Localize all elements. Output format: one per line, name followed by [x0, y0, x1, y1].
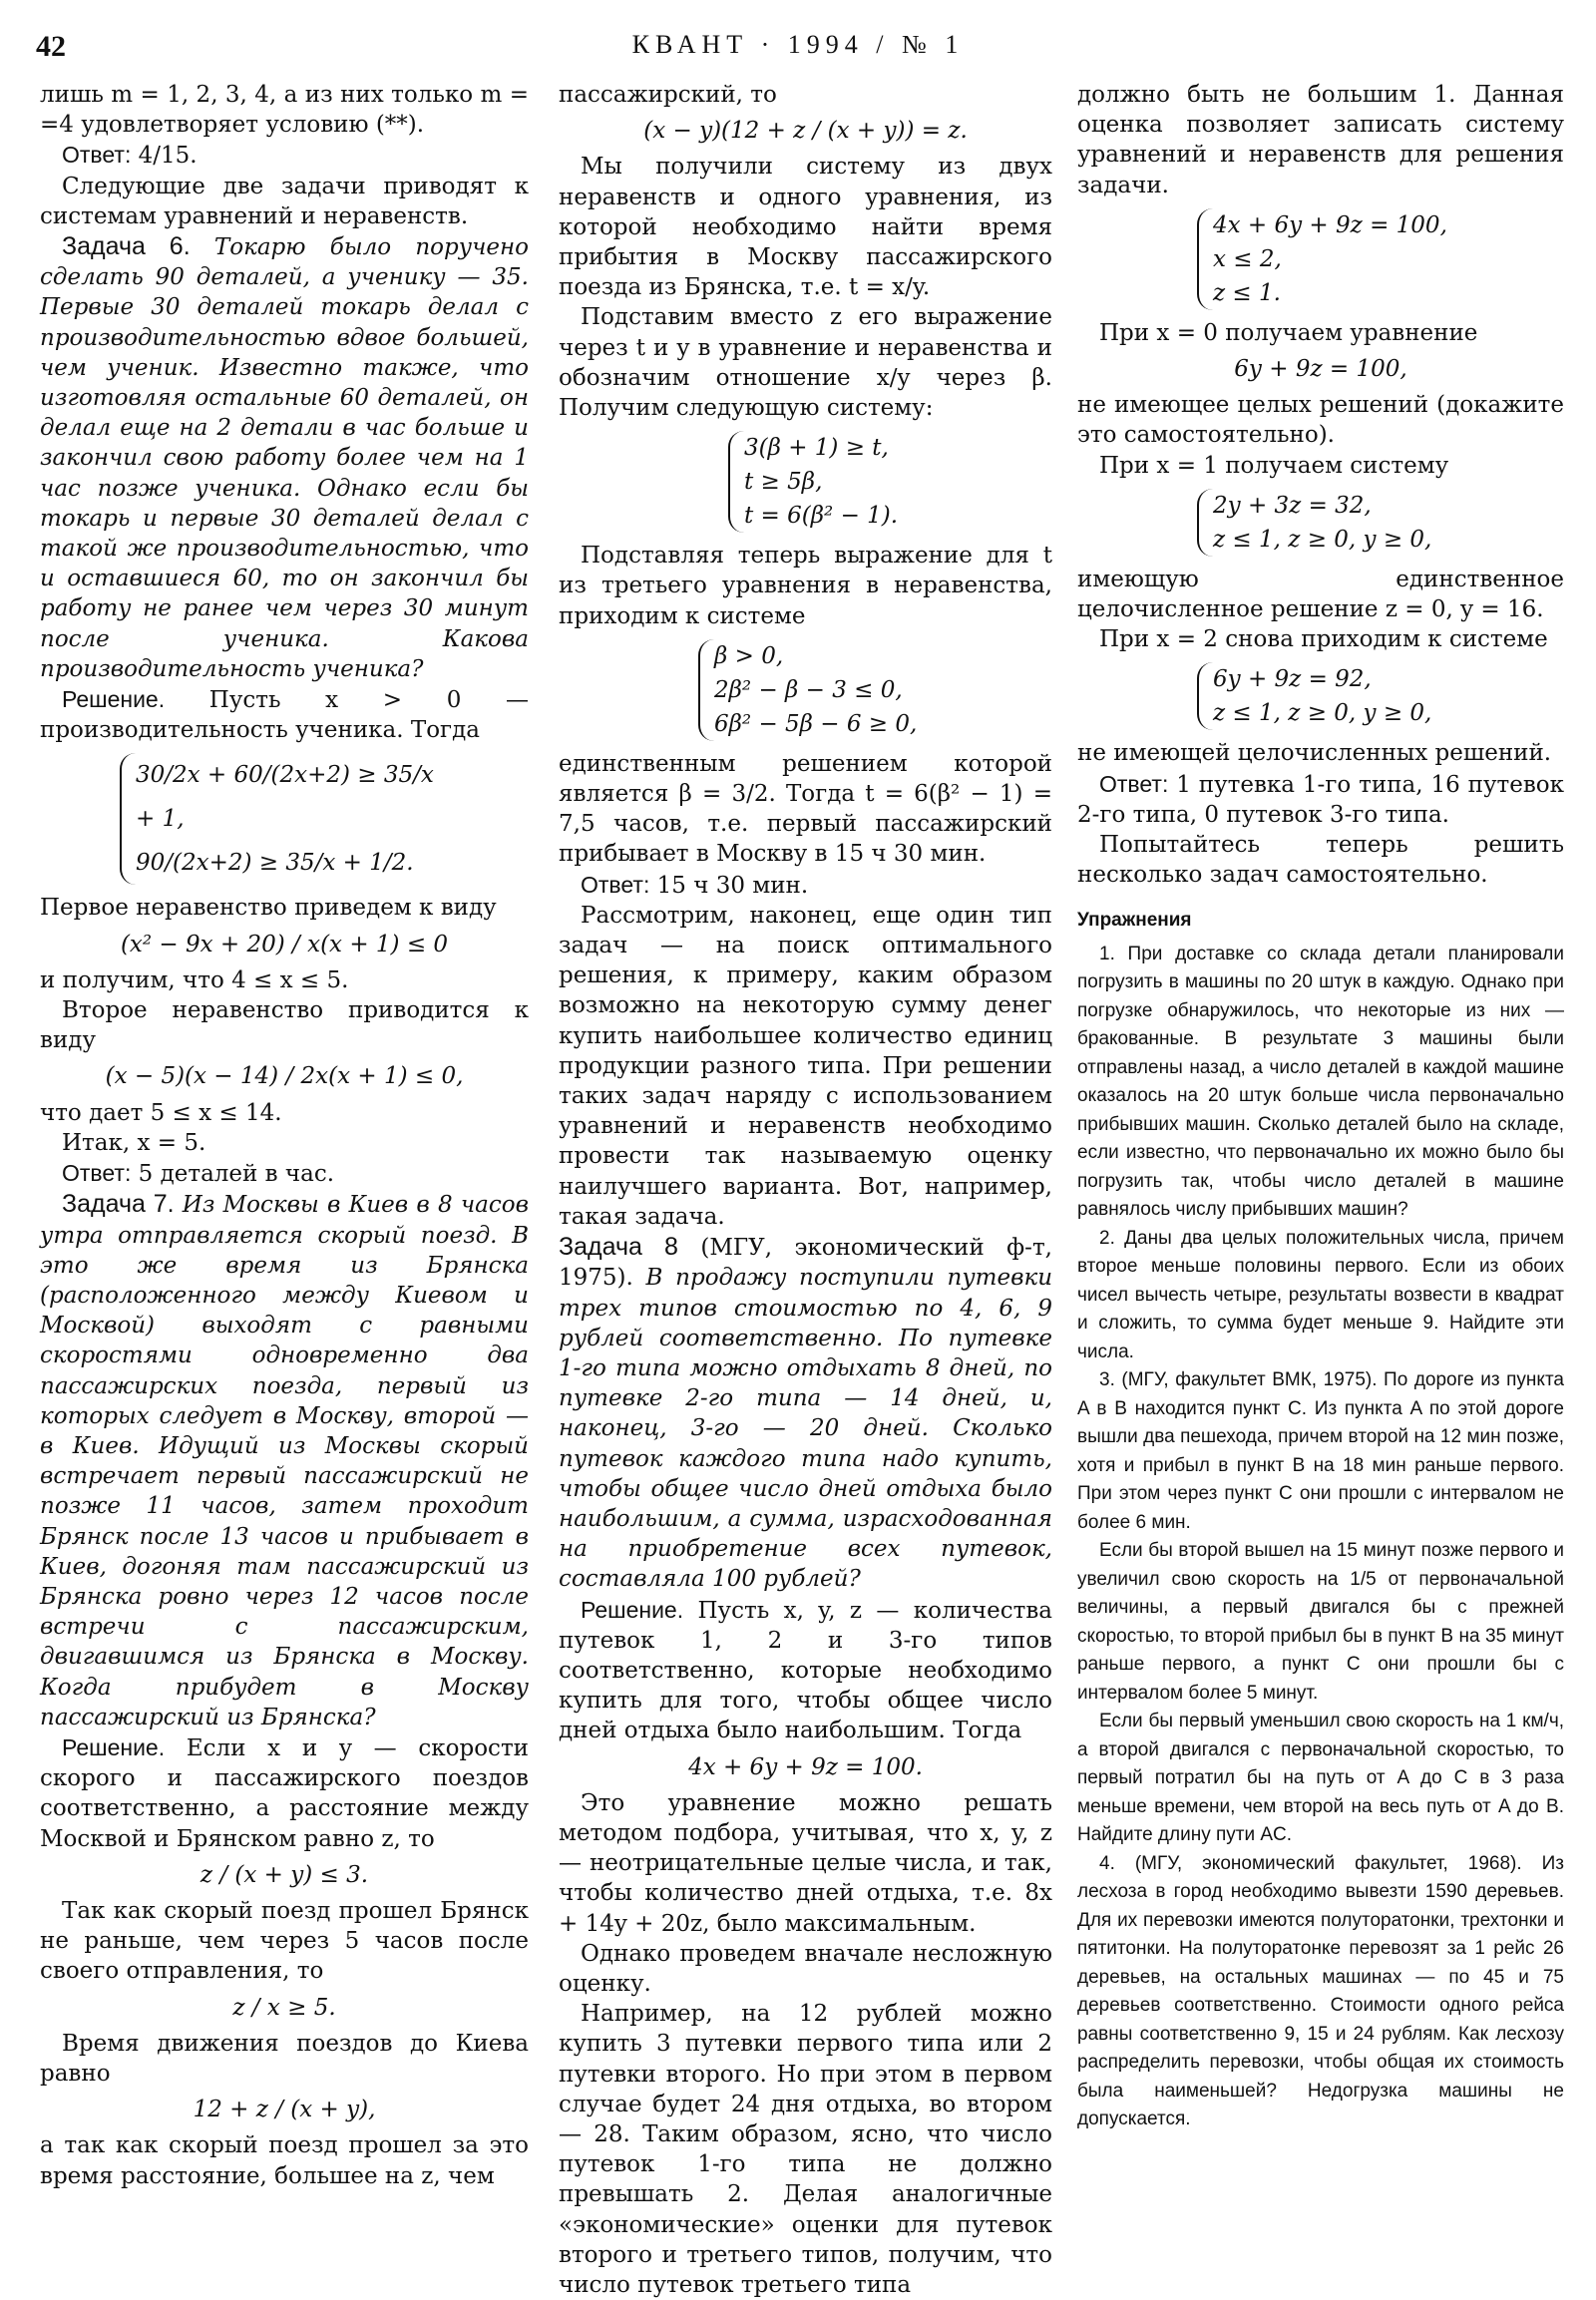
paragraph: Подставляя теперь выражение для t из третьего уравнения в неравенства, приходим к системе [559, 543, 1052, 629]
system-of-inequalities: 30/2x + 60/(2x+2) ≥ 35/x + 1, 90/(2x+2) ≥ 35/x + 1/2. [120, 753, 455, 885]
paragraph: Второе неравенство приводится к виду [40, 997, 529, 1054]
solution-8: Решение. Пусть x, y, z — количества путевок 1, 2 и 3-го типов соответственно, которые необходимо купить для того, чтобы общее число дней отдыха было наибольшим. Тогда [559, 1596, 1053, 1744]
paragraph: что дает 5 ≤ x ≤ 14. [40, 1099, 282, 1126]
paragraph: Попытайтесь теперь решить несколько задач самостоятельно. [1077, 832, 1564, 889]
paragraph: Рассмотрим, наконец, еще один тип задач — на поиск оптимального решения, к примеру, каким образом возможно на некоторую сумму денег купить наибольшее количество единиц продукции разного типа. При решении таких задач наряду с использованием уравнений и неравенств необходимо провести так называемую оценку наилучшего варианта. Вот, например, такая задача. [559, 902, 1052, 1230]
paragraph: Подставим вместо z его выражение через t и y в уравнение и неравенства и обозначим отношение x/y через β. Получим следующую систему: [559, 304, 1052, 422]
task-source: (МГУ, экономический ф-т, 1975). [559, 1235, 1052, 1292]
paragraph: Первое неравенство приведем к виду [40, 895, 497, 922]
paragraph: должно быть не большим 1. Данная оценка позволяет записать систему уравнений и неравенств для решения задачи. [1077, 82, 1564, 198]
paragraph: Мы получили систему из двух неравенств и одного уравнения, из которой необходимо найти время прибытия в Москву пассажирского поезда из Брянска, т.е. t = x/y. [559, 154, 1052, 301]
column-2 [559, 80, 1052, 2300]
exercise-3-part: Если бы второй вышел на 15 минут позже первого и увеличил свою скорость на 1/5 от первоначальной величины, а первый двигался бы с прежней скоростью, то второй прибыл бы в пункт B на 35 минут раньше первого, а пункт C они прошли бы с интервалом более 5 минут. [1077, 1540, 1564, 1704]
task-text: В продажу поступили путевки трех типов стоимостью по 4, 6, 9 рублей соответственно. По путевке 1-го типа можно отдыхать 8 дней, по путевке 2-го типа — 14 дней, и, наконец, 3-го — 20 дней. Сколько путевок каждого типа надо купить, чтобы общее число дней отдыха было наибольшим, а сумма, израсходованная на приобретение всех путевок, составляла 100 рублей? [559, 1265, 1053, 1593]
paragraph: При x = 2 снова приходим к системе [1099, 626, 1548, 653]
answer: Ответ: 15 ч 30 мин. [581, 871, 809, 899]
column-1 [40, 80, 529, 2191]
paragraph: Например, на 12 рублей можно купить 3 путевки первого типа или 2 путевки второго. Но при этом в первом случае будет 24 дня отдыха, во втором — 28. Таким образом, ясно, что число путевок 1-го типа не должно превышать 2. Делая аналогичные «экономические» оценки для путевок второго и третьего типов, получим, что число путевок третьего типа [559, 2001, 1052, 2298]
paragraph: При x = 0 получаем уравнение [1099, 319, 1478, 346]
exercise-3-part: Если бы первый уменьшил свою скорость на 1 км/ч, а второй двигался с первоначальной скоростью, то первый потратил бы на путь от A до C в 3 раза меньше времени, чем второй на весь путь от A до B. Найдите длину пути AC. [1077, 1711, 1564, 1846]
paragraph: Итак, x = 5. [62, 1129, 206, 1156]
paragraph: Следующие две задачи приводят к системам уравнений и неравенств. [40, 173, 529, 229]
exercise-4: 4. (МГУ, экономический факультет, 1968). Из лесхоза в город необходимо вывезти 1590 деревьев. Для их перевозки имеются полуторатонки, трехтонки и пятитонки. На полуторатонке перевозят за 1 рейс 26 деревьев, на остальных машинах — по 45 и 75 деревьев соответственно. Стоимости одного рейса равны соответственно 9, 15 и 24 рублям. Как лесхозу распределить перевозки, чтобы общая их стоимость была наименьшей? Недогрузка машины не допускается. [1077, 1852, 1564, 2130]
formula: (x² − 9x + 20) / x(x + 1) ≤ 0 [120, 931, 449, 958]
paragraph: и получим, что 4 ≤ x ≤ 5. [40, 966, 349, 993]
formula: 12 + z / (x + y), [193, 2097, 376, 2123]
page-number: 42 [36, 30, 66, 63]
paragraph: не имеющей целочисленных решений. [1077, 740, 1552, 767]
task-6 [40, 231, 529, 684]
task-label: Задача 7. [62, 1190, 175, 1219]
running-header: КВАНТ · 1994 / № 1 [631, 30, 965, 59]
solution-7: Решение. Если x и y — скорости скорого и пассажирского поездов соответственно, а расстояние между Москвой и Брянском равно z, то [40, 1733, 529, 1852]
paragraph: имеющую единственное целочисленное решение z = 0, y = 16. [1077, 566, 1564, 623]
task-7 [40, 1189, 529, 1732]
system-3: 6y + 9z = 92, z ≤ 1, z ≥ 0, y ≥ 0, [1197, 662, 1462, 730]
paragraph: а так как скорый поезд прошел за это время расстояние, большее на z, чем [40, 2132, 529, 2189]
paragraph: Это уравнение можно решать методом подбора, учитывая, что x, y, z — неотрицательные целые числа, и так, чтобы количество дней отдыха, т.е. 8x + 14y + 20z, было максимальным. [559, 1789, 1052, 1937]
column-3 [1077, 80, 1564, 2134]
task-label: Задача 8 [559, 1233, 678, 1262]
paragraph: Так как скорый поезд прошел Брянск не раньше, чем через 5 часов после своего отправления, то [40, 1897, 529, 1985]
exercise-2: 2. Даны два целых положительных числа, причем второе меньше половины первого. Если из обоих чисел вычесть четыре, результаты возвести в квадрат и сложить, то сумма будет меньше 9. Найдите эти числа. [1077, 1227, 1564, 1362]
solution-6: Решение. Пусть x > 0 — производительность ученика. Тогда [40, 686, 530, 744]
task-8 [559, 1232, 1052, 1594]
answer: Ответ: 5 деталей в час. [62, 1160, 335, 1188]
exercises-heading: Упражнения [1077, 910, 1192, 932]
formula: (x − y)(12 + z / (x + y)) = z. [643, 118, 968, 145]
formula: 4x + 6y + 9z = 100. [688, 1753, 923, 1780]
answer: Ответ: 4/15. [62, 142, 198, 170]
exercise-3: 3. (МГУ, факультет ВМК, 1975). По дороге из пункта A в B находится пункт C. Из пункта A по этой дороге вышли два пешехода, причем второй на 12 мин позже, хотя и прибыл в пункт B на 18 мин раньше первого. При этом через пункт C они прошли с интервалом не более 6 мин. [1077, 1369, 1564, 1533]
paragraph: При x = 1 получаем систему [1099, 452, 1449, 479]
system-1: 3(β + 1) ≥ t, t ≥ 5β, t = 6(β² − 1). [728, 431, 944, 533]
task-text: Токарю было поручено сделать 90 деталей, а ученику — 35. Первые 30 деталей токарь делал с производительностью вдвое большей, чем ученик. Известно также, что изготовляя остальные 60 деталей, он делал еще на 2 детали в час больше и закончил свою работу более чем на 1 час позже ученика. Однако если бы токарь и первые 30 деталей делал с такой же производительностью, что и оставшиеся 60, то он закончил бы работу не ранее чем через 30 минут после ученика. Какова производительность ученика? [40, 234, 529, 682]
paragraph: лишь m = 1, 2, 3, 4, а из них только m = =4 удовлетворяет условию (**). [40, 82, 529, 139]
system-1: 4x + 6y + 9z = 100, x ≤ 2, z ≤ 1. [1197, 208, 1452, 310]
paragraph: Однако проведем вначале несложную оценку. [559, 1940, 1052, 1997]
formula: z / (x + y) ≤ 3. [200, 1861, 369, 1888]
paragraph: не имеющее целых решений (докажите это самостоятельно). [1077, 392, 1564, 449]
answer: Ответ: 1 путевка 1-го типа, 16 путевок 2-го типа, 0 путевок 3-го типа. [1077, 770, 1564, 828]
formula: 6y + 9z = 100, [1234, 356, 1407, 383]
formula: (x − 5)(x − 14) / 2x(x + 1) ≤ 0, [105, 1063, 464, 1090]
formula: z / x ≥ 5. [232, 1994, 336, 2021]
exercise-1: 1. При доставке со склада детали планировали погрузить в машины по 20 штук в каждую. Однако при погрузке обнаружилось, что некоторые из них — бракованные. В результате 3 машины были отправлены назад, а число деталей в каждой машине оказалось на 20 штук больше числа первоначально прибывших машин. Сколько деталей было на складе, если известно, что первоначально их можно было бы погрузить так, чтобы число деталей в машине равнялось числу прибывших машин? [1077, 943, 1564, 1221]
exercises [1077, 941, 1564, 2134]
paragraph: Время движения поездов до Киева равно [40, 2030, 529, 2087]
paragraph: пассажирский, то [559, 82, 777, 108]
task-text: Из Москвы в Киев в 8 часов утра отправляется скорый поезд. В это же время из Брянска (расположенного между Киевом и Москвой) выходят с равными скоростями одновременно два пассажирских поезда, первый из которых следует в Москву, второй — в Киев. Идущий из Москвы скорый встречает первый пассажирский не позже 11 часов, затем проходит Брянск после 13 часов и прибывает в Киев, догоняя там пассажирский из Брянска ровно через 12 часов после встречи с пассажирским, двигавшимся из Брянска в Москву. Когда прибудет в Москву пассажирский из Брянска? [40, 1192, 529, 1730]
system-2: 2y + 3z = 32, z ≤ 1, z ≥ 0, y ≥ 0, [1197, 489, 1462, 557]
system-2: β > 0, 2β² − β − 3 ≤ 0, 6β² − 5β − 6 ≥ 0, [698, 639, 944, 741]
paragraph: единственным решением которой является β = 3/2. Тогда t = 6(β² − 1) = 7,5 часов, т.е. первый пассажирский прибывает в Москву в 15 ч 30 мин. [559, 750, 1052, 868]
task-label: Задача 6. [62, 232, 191, 261]
